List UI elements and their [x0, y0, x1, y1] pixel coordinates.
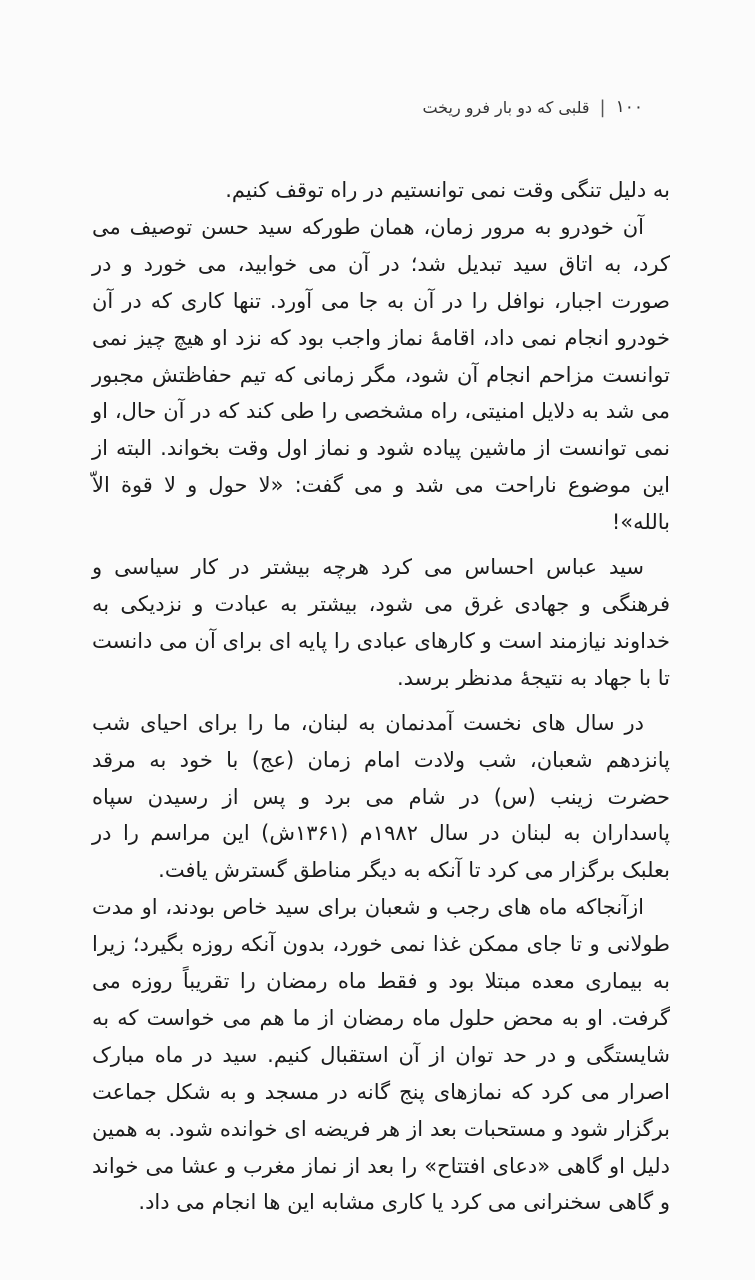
paragraph-2: آن خودرو به مرور زمان، همان طورکه سید حسن توصیف می کرد، به اتاق سید تبدیل شد؛ در آن می خوابید، می خورد و در صورت اجبار، نوافل را در آن به جا می آورد. تنها کاری که در آن خودرو انجام نمی داد، اقامهٔ نماز واجب بود که نزد او هیچ چیز نمی توانست مزاحم انجام آن شود، مگر زمانی که تیم حفاظتش مجبور می شد به دلایل امنیتی، راه مشخصی را طی کند که در آن حال، او نمی توانست از ماشین پیاده شود و نماز اول وقت بخواند. البته از این موضوع ناراحت می شد و می گفت: «لا حول و لا قوة الاّ بالله»! — [92, 214, 670, 535]
book-title: قلبی که دو بار فرو ریخت — [422, 97, 590, 117]
paragraph-4: در سال های نخست آمدنمان به لبنان، ما را برای احیای شب پانزدهم شعبان، شب ولادت امام زمان (عج) با خود به مرقد حضرت زینب (س) در شام می برد و پس از رسیدن سپاه پاسداران به لبنان در سال ۱۹۸۲م (۱۳۶۱ش) این مراسم را در بعلبک برگزار می کرد تا آنکه به دیگر مناطق گسترش یافت. — [92, 710, 671, 883]
paragraph-5: ازآنجاکه ماه های رجب و شعبان برای سید خاص بودند، او مدت طولانی و تا جای ممکن غذا نمی خورد، بدون آنکه روزه بگیرد؛ زیرا به بیماری معده مبتلا بود و فقط ماه رمضان را تقریباً روزه می گرفت. او به محض حلول ماه رمضان از ما هم می خواست که به شایستگی و در حد توان از آن استقبال کنیم. سید در ماه مبارک اصرار می کرد که نمازهای پنج گانه در مسجد و به شکل جماعت برگزار شود و مستحبات بعد از هر فریضه ای خوانده شود. به همین دلیل او گاهی «دعای افتتاح» را بعد از نماز مغرب و عشا می خواند و گاهی سخنرانی می کرد یا کاری مشابه این ها انجام می داد. — [92, 895, 670, 1215]
header-separator: | — [599, 96, 606, 118]
running-header — [100, 92, 643, 122]
paragraph-3: سید عباس احساس می کرد هرچه بیشتر در کار سیاسی و فرهنگی و جهادی غرق می شود، بیشتر به عبادت و نزدیکی به خداوند نیازمند است و کارهای عبادی را پایه ای برای آن می دانست تا با جهاد به نتیجهٔ مدنظر برسد. — [92, 555, 670, 690]
page-number: ۱۰۰ — [615, 97, 643, 117]
body-text — [92, 172, 670, 1221]
paragraph-1: به دلیل تنگی وقت نمی توانستیم در راه توقف کنیم. — [225, 178, 670, 202]
